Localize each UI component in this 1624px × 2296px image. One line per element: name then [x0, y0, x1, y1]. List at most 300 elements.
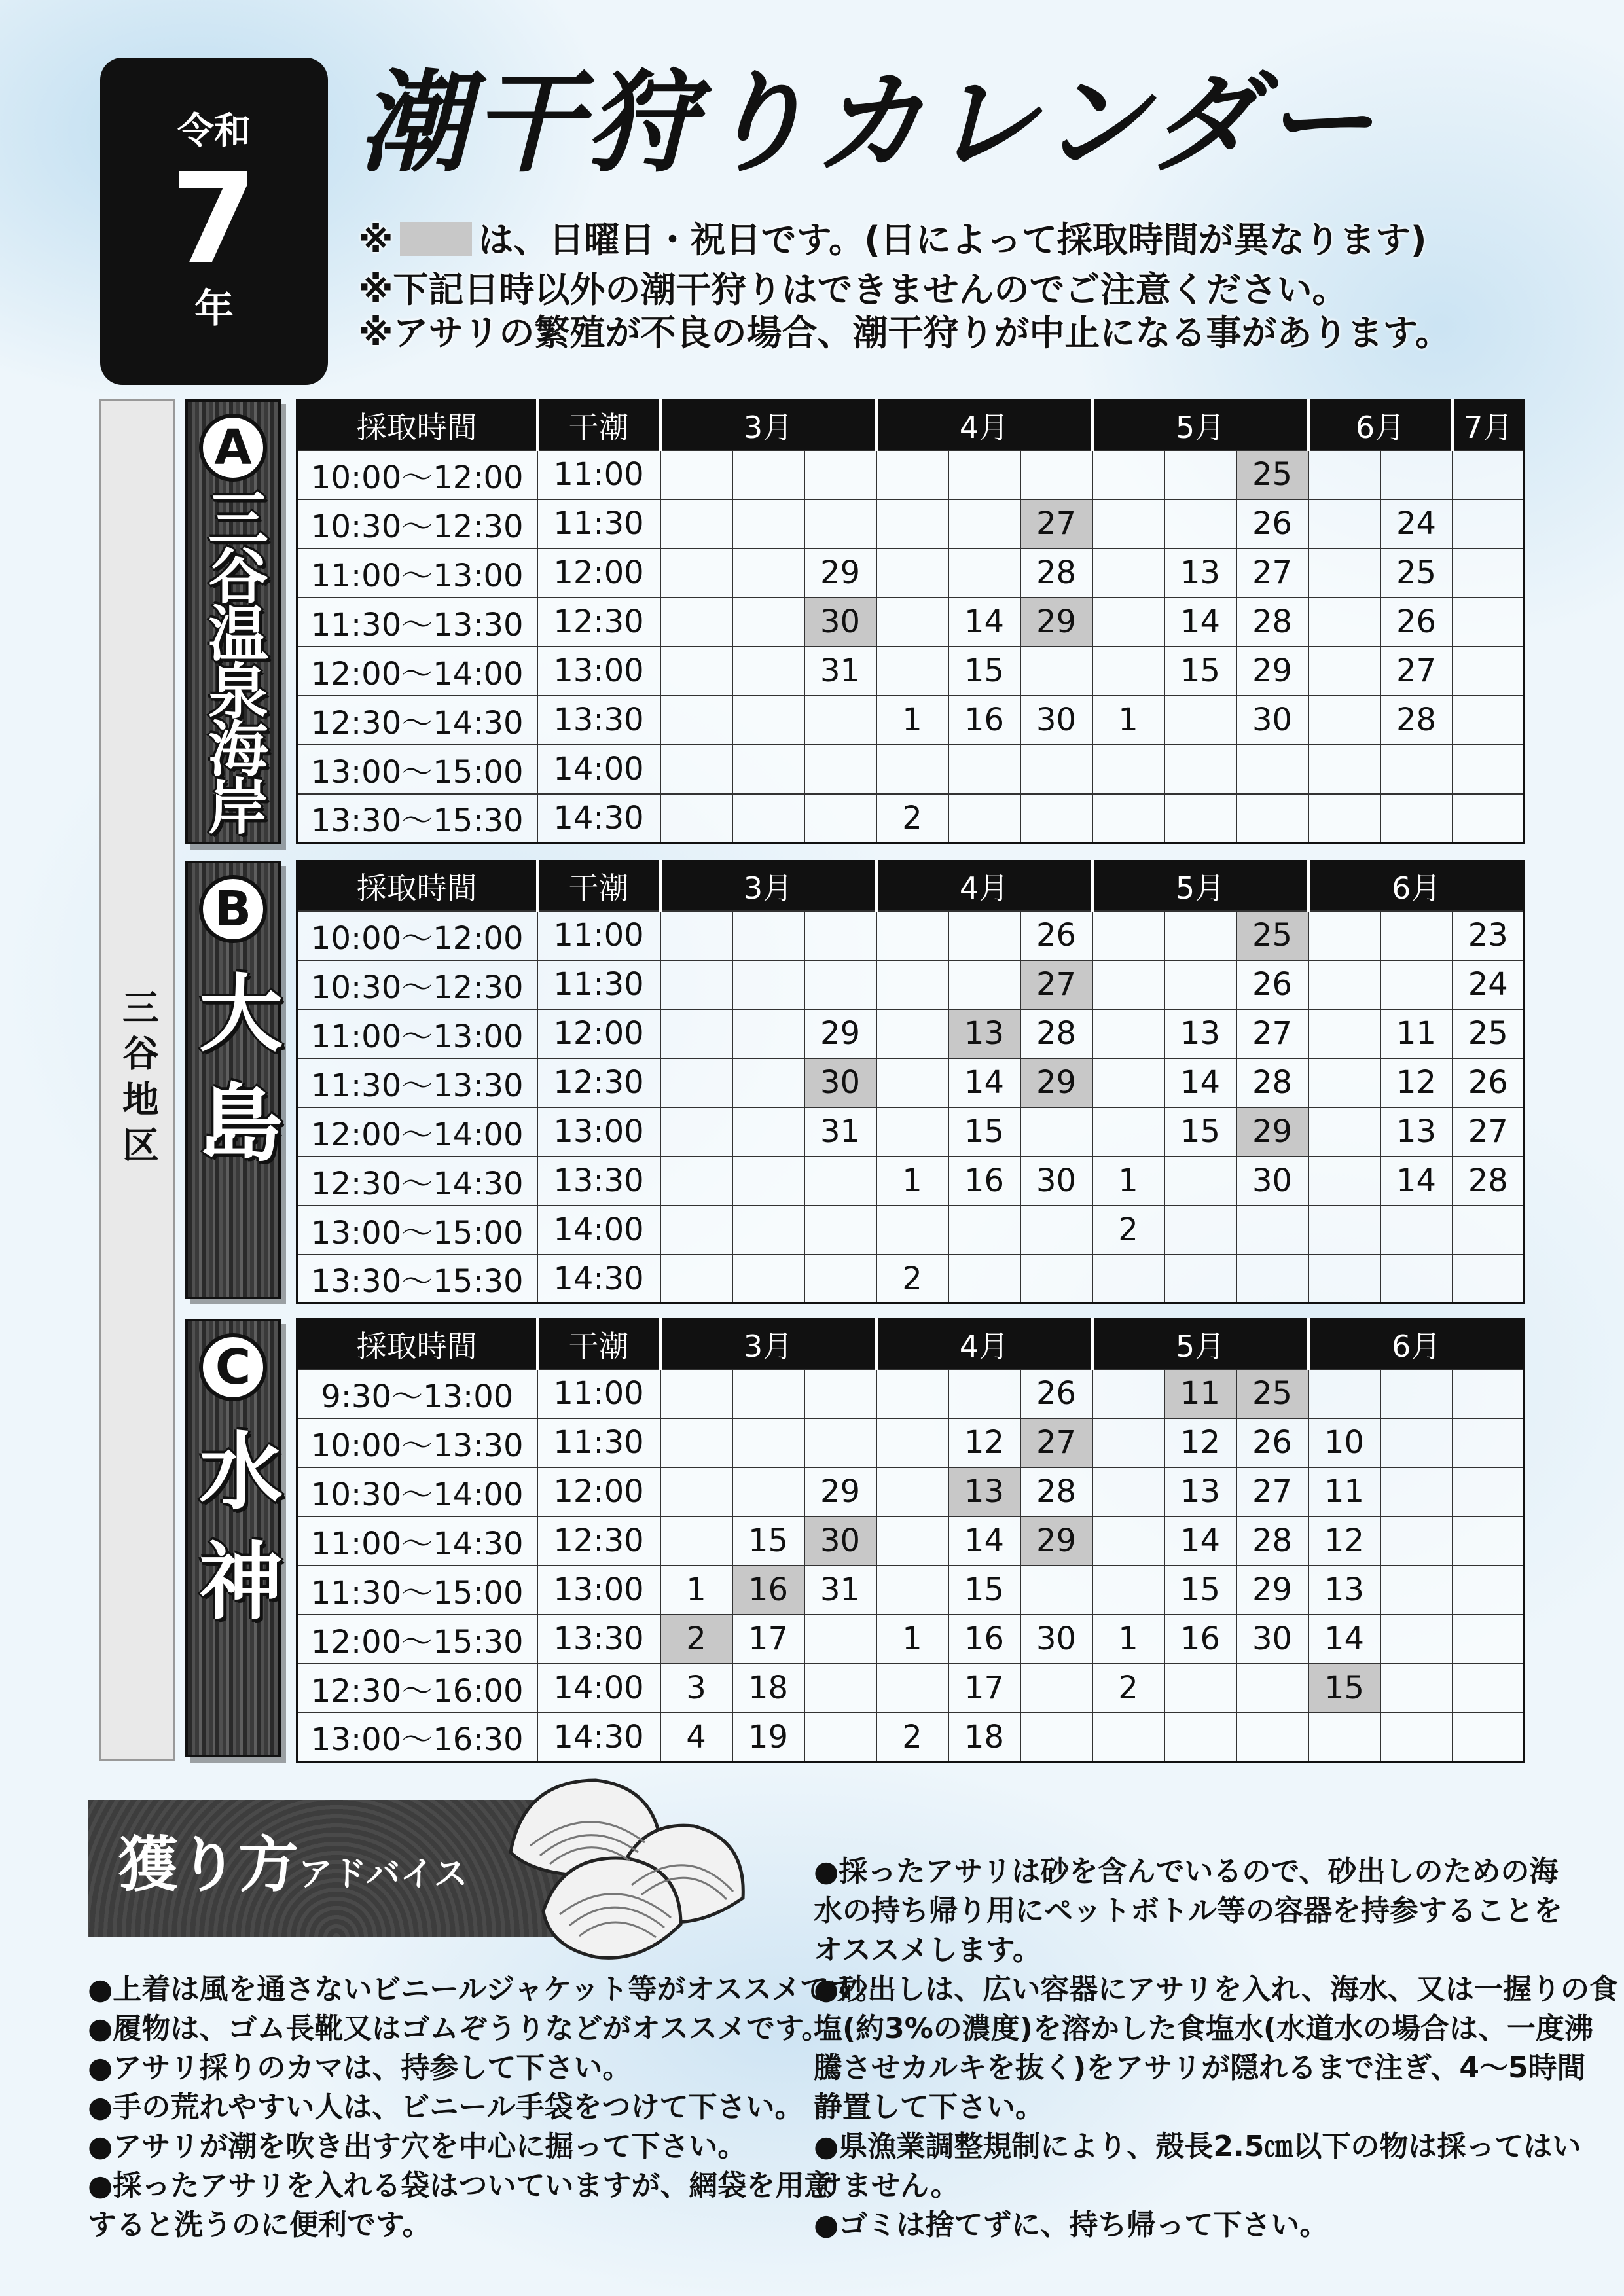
date-cell: [660, 1206, 732, 1255]
date-cell: 17: [732, 1615, 804, 1664]
date-cell: 28: [1453, 1157, 1525, 1206]
date-cell: [1453, 1418, 1525, 1467]
date-cell: 27: [1236, 1009, 1308, 1058]
date-cell: [804, 696, 876, 745]
date-cell: [1236, 1713, 1308, 1762]
date-cell: [1164, 1157, 1236, 1206]
date-cell: [660, 499, 732, 548]
date-cell: [1092, 1516, 1164, 1566]
date-cell: [660, 1058, 732, 1107]
table-row: [297, 1615, 1525, 1664]
date-cell: 13: [948, 1467, 1020, 1516]
date-cell: 2: [1092, 1206, 1164, 1255]
date-cell: [732, 1107, 804, 1157]
date-cell: [660, 696, 732, 745]
header-month: 5月: [1092, 401, 1308, 450]
date-cell: [876, 745, 948, 794]
date-cell: 1: [660, 1566, 732, 1615]
advice-line: ●県漁業調整規制により、殻長2.5㎝以下の物は採ってはい: [814, 2130, 1581, 2163]
date-cell: 25: [1380, 548, 1453, 598]
date-cell: [948, 450, 1020, 499]
date-cell: [1092, 450, 1164, 499]
date-cell: [1453, 794, 1525, 843]
low-tide-cell: 12:30: [537, 1516, 660, 1566]
date-cell: 15: [1308, 1664, 1380, 1713]
date-cell: 1: [876, 1615, 948, 1664]
date-cell: [660, 794, 732, 843]
date-cell: [876, 1516, 948, 1566]
date-cell: [804, 794, 876, 843]
collect-time-cell: 10:30〜12:30: [297, 960, 537, 1009]
table-row: [297, 696, 1525, 745]
date-cell: [1453, 450, 1525, 499]
table-row: [297, 1418, 1525, 1467]
date-cell: [1236, 1255, 1308, 1304]
date-cell: [1453, 1713, 1525, 1762]
date-cell: [1453, 1664, 1525, 1713]
date-cell: 13: [948, 1009, 1020, 1058]
date-cell: 2: [876, 794, 948, 843]
date-cell: 26: [1020, 911, 1092, 960]
date-cell: [1380, 1615, 1453, 1664]
date-cell: 14: [948, 598, 1020, 647]
date-cell: 18: [948, 1713, 1020, 1762]
date-cell: 29: [804, 1009, 876, 1058]
date-cell: [1380, 1255, 1453, 1304]
date-cell: [1453, 1206, 1525, 1255]
date-cell: [948, 499, 1020, 548]
date-cell: 15: [732, 1516, 804, 1566]
date-cell: 13: [1308, 1566, 1380, 1615]
tide-table-b: [296, 860, 1525, 1304]
date-cell: 13: [1164, 1467, 1236, 1516]
collect-time-cell: 9:30〜13:00: [297, 1369, 537, 1418]
date-cell: [732, 1369, 804, 1418]
date-cell: 27: [1453, 1107, 1525, 1157]
date-cell: [732, 911, 804, 960]
date-cell: 12: [1380, 1058, 1453, 1107]
low-tide-cell: 12:00: [537, 548, 660, 598]
date-cell: [1308, 1009, 1380, 1058]
date-cell: [876, 647, 948, 696]
date-cell: [1453, 1467, 1525, 1516]
date-cell: [1020, 450, 1092, 499]
date-cell: [1164, 1206, 1236, 1255]
date-cell: [660, 1157, 732, 1206]
header-month: 3月: [660, 1319, 876, 1369]
date-cell: [876, 1009, 948, 1058]
date-cell: [1380, 911, 1453, 960]
date-cell: 29: [804, 1467, 876, 1516]
date-cell: [660, 598, 732, 647]
date-cell: [1020, 794, 1092, 843]
date-cell: [1308, 1713, 1380, 1762]
date-cell: [1453, 499, 1525, 548]
date-cell: 11: [1164, 1369, 1236, 1418]
date-cell: 15: [1164, 1566, 1236, 1615]
date-cell: 18: [732, 1664, 804, 1713]
date-cell: 27: [1236, 1467, 1308, 1516]
date-cell: [1092, 1369, 1164, 1418]
date-cell: [1380, 1418, 1453, 1467]
date-cell: [804, 1713, 876, 1762]
advice-line: ●ゴミは捨てずに、持ち帰って下さい。: [814, 2208, 1329, 2242]
date-cell: 16: [1164, 1615, 1236, 1664]
header-month: 3月: [660, 861, 876, 911]
date-cell: 28: [1380, 696, 1453, 745]
date-cell: 14: [1164, 598, 1236, 647]
section-c-name: 水神: [185, 1427, 282, 1647]
date-cell: [660, 647, 732, 696]
date-cell: [1092, 1713, 1164, 1762]
holiday-swatch: [400, 222, 472, 256]
date-cell: 26: [1236, 1418, 1308, 1467]
header-month: 6月: [1308, 861, 1525, 911]
date-cell: [1453, 1255, 1525, 1304]
table-row: [297, 1566, 1525, 1615]
date-cell: [948, 1206, 1020, 1255]
date-cell: 26: [1020, 1369, 1092, 1418]
date-cell: [1308, 598, 1380, 647]
date-cell: [1308, 696, 1380, 745]
advice-line: けません。: [814, 2169, 960, 2202]
date-cell: 14: [948, 1516, 1020, 1566]
note-mark: ※: [359, 219, 393, 260]
date-cell: [876, 1467, 948, 1516]
date-cell: [1308, 548, 1380, 598]
advice-title-sub: アドバイス: [298, 1855, 468, 1894]
date-cell: [1092, 911, 1164, 960]
date-cell: 28: [1020, 1009, 1092, 1058]
date-cell: [1308, 450, 1380, 499]
date-cell: 29: [1236, 1107, 1308, 1157]
low-tide-cell: 11:00: [537, 450, 660, 499]
era-label: 令和: [177, 110, 251, 152]
date-cell: [660, 745, 732, 794]
date-cell: [876, 1107, 948, 1157]
collect-time-cell: 10:00〜12:00: [297, 450, 537, 499]
date-cell: 1: [1092, 696, 1164, 745]
date-cell: [1020, 1206, 1092, 1255]
date-cell: [876, 911, 948, 960]
date-cell: [1164, 911, 1236, 960]
date-cell: [1380, 450, 1453, 499]
table-row: [297, 1107, 1525, 1157]
date-cell: 13: [1380, 1107, 1453, 1157]
header-month: 7月: [1453, 401, 1525, 450]
date-cell: [1092, 1107, 1164, 1157]
date-cell: 27: [1020, 499, 1092, 548]
header-month: 5月: [1092, 1319, 1308, 1369]
advice-line: すると洗うのに便利です。: [88, 2208, 431, 2242]
table-row: [297, 647, 1525, 696]
date-cell: 30: [1236, 696, 1308, 745]
date-cell: [1308, 1255, 1380, 1304]
collect-time-cell: 13:00〜16:30: [297, 1713, 537, 1762]
date-cell: 28: [1236, 1516, 1308, 1566]
advice-line: ●アサリが潮を吹き出す穴を中心に掘って下さい。: [88, 2130, 747, 2163]
table-row: [297, 1157, 1525, 1206]
date-cell: 28: [1236, 598, 1308, 647]
date-cell: [804, 450, 876, 499]
date-cell: [1453, 1516, 1525, 1566]
date-cell: [1308, 745, 1380, 794]
advice-title-main: 獲り方: [118, 1830, 299, 1900]
section-b-name: 大島: [185, 969, 282, 1189]
date-cell: [1092, 1467, 1164, 1516]
date-cell: [948, 548, 1020, 598]
collect-time-cell: 12:00〜14:00: [297, 1107, 537, 1157]
date-cell: [1308, 960, 1380, 1009]
date-cell: [1308, 794, 1380, 843]
date-cell: [876, 499, 948, 548]
date-cell: [732, 1206, 804, 1255]
note-holiday-text: は、日曜日・祝日です。(日によって採取時間が異なります): [478, 219, 1427, 260]
date-cell: [1092, 548, 1164, 598]
collect-time-cell: 13:00〜15:00: [297, 745, 537, 794]
date-cell: [660, 1107, 732, 1157]
header-collect-time: 採取時間: [297, 401, 537, 450]
date-cell: 13: [1164, 1009, 1236, 1058]
section-a-label: [185, 399, 281, 844]
date-cell: 14: [948, 1058, 1020, 1107]
low-tide-cell: 12:30: [537, 1058, 660, 1107]
date-cell: [1453, 598, 1525, 647]
date-cell: [948, 1369, 1020, 1418]
date-cell: [1380, 1206, 1453, 1255]
date-cell: [660, 1418, 732, 1467]
table-row: [297, 499, 1525, 548]
date-cell: 23: [1453, 911, 1525, 960]
date-cell: [1092, 1566, 1164, 1615]
date-cell: [1092, 745, 1164, 794]
date-cell: [1092, 1009, 1164, 1058]
date-cell: [732, 1157, 804, 1206]
date-cell: [1164, 960, 1236, 1009]
section-b-badge: B: [199, 875, 267, 943]
date-cell: 26: [1236, 960, 1308, 1009]
date-cell: [804, 1157, 876, 1206]
date-cell: 11: [1308, 1467, 1380, 1516]
date-cell: [804, 1615, 876, 1664]
date-cell: 2: [876, 1713, 948, 1762]
date-cell: 29: [1020, 1058, 1092, 1107]
header-month: 4月: [876, 861, 1092, 911]
low-tide-cell: 13:00: [537, 647, 660, 696]
section-c-label: [185, 1319, 281, 1757]
table-header-row: [297, 401, 1525, 450]
date-cell: [804, 1664, 876, 1713]
date-cell: [876, 1058, 948, 1107]
date-cell: 3: [660, 1664, 732, 1713]
date-cell: [876, 960, 948, 1009]
date-cell: 24: [1380, 499, 1453, 548]
date-cell: 28: [1236, 1058, 1308, 1107]
date-cell: [732, 1467, 804, 1516]
date-cell: [732, 960, 804, 1009]
date-cell: [660, 1467, 732, 1516]
date-cell: 12: [1308, 1516, 1380, 1566]
date-cell: [1236, 1206, 1308, 1255]
date-cell: 27: [1380, 647, 1453, 696]
date-cell: [732, 548, 804, 598]
date-cell: [1020, 1713, 1092, 1762]
district-strip: [99, 399, 175, 1761]
date-cell: 30: [804, 598, 876, 647]
date-cell: [1380, 1664, 1453, 1713]
section-a-name: 三谷温泉海岸: [198, 487, 268, 833]
date-cell: [876, 1206, 948, 1255]
clam-shells-icon: [484, 1754, 759, 1977]
low-tide-cell: 14:00: [537, 1206, 660, 1255]
advice-line: 塩(約3%の濃度)を溶かした食塩水(水道水の場合は、一度沸: [814, 2012, 1594, 2045]
date-cell: 30: [804, 1516, 876, 1566]
collect-time-cell: 11:00〜14:30: [297, 1516, 537, 1566]
date-cell: [1020, 1107, 1092, 1157]
low-tide-cell: 14:30: [537, 1255, 660, 1304]
date-cell: 30: [1236, 1615, 1308, 1664]
collect-time-cell: 11:30〜13:30: [297, 598, 537, 647]
note-restriction: ※下記日時以外の潮干狩りはできませんのでご注意ください。: [359, 269, 1348, 310]
date-cell: [1236, 1664, 1308, 1713]
date-cell: [876, 1418, 948, 1467]
low-tide-cell: 13:00: [537, 1107, 660, 1157]
advice-line: ●上着は風を通さないビニールジャケット等がオススメです。: [88, 1973, 885, 2006]
low-tide-cell: 13:00: [537, 1566, 660, 1615]
date-cell: 26: [1453, 1058, 1525, 1107]
date-cell: [876, 1566, 948, 1615]
date-cell: [948, 911, 1020, 960]
header-month: 3月: [660, 401, 876, 450]
low-tide-cell: 14:00: [537, 745, 660, 794]
date-cell: [660, 960, 732, 1009]
header-collect-time: 採取時間: [297, 1319, 537, 1369]
advice-line: ●履物は、ゴム長靴又はゴムぞうりなどがオススメです。: [88, 2012, 831, 2045]
date-cell: [660, 1369, 732, 1418]
date-cell: [732, 450, 804, 499]
date-cell: [1236, 745, 1308, 794]
date-cell: 30: [1020, 1615, 1092, 1664]
date-cell: 30: [804, 1058, 876, 1107]
date-cell: [1308, 499, 1380, 548]
date-cell: [1380, 1467, 1453, 1516]
date-cell: [1308, 1157, 1380, 1206]
date-cell: [1092, 598, 1164, 647]
tide-table-a: [296, 399, 1525, 844]
date-cell: 14: [1380, 1157, 1453, 1206]
year-number: 7: [170, 147, 258, 291]
header-low-tide: 干潮: [537, 861, 660, 911]
table-row: [297, 745, 1525, 794]
year-badge: [100, 58, 328, 385]
date-cell: [1092, 794, 1164, 843]
header-month: 6月: [1308, 401, 1453, 450]
date-cell: [1236, 794, 1308, 843]
date-cell: 26: [1380, 598, 1453, 647]
page-title: 潮干狩りカレンダー: [359, 59, 1377, 187]
table-row: [297, 1058, 1525, 1107]
date-cell: 15: [948, 1566, 1020, 1615]
collect-time-cell: 12:30〜16:00: [297, 1664, 537, 1713]
collect-time-cell: 11:00〜13:00: [297, 1009, 537, 1058]
advice-line: 騰させカルキを抜く)をアサリが隠れるまで注ぎ、4〜5時間: [814, 2051, 1586, 2085]
date-cell: 27: [1020, 960, 1092, 1009]
date-cell: [804, 1206, 876, 1255]
date-cell: [1020, 647, 1092, 696]
date-cell: 2: [660, 1615, 732, 1664]
collect-time-cell: 12:30〜14:30: [297, 696, 537, 745]
date-cell: [1092, 647, 1164, 696]
date-cell: [876, 1664, 948, 1713]
date-cell: [948, 960, 1020, 1009]
date-cell: 15: [1164, 1107, 1236, 1157]
district-label: 三谷地区: [117, 988, 159, 1172]
collect-time-cell: 11:30〜13:30: [297, 1058, 537, 1107]
table-row: [297, 1009, 1525, 1058]
low-tide-cell: 13:30: [537, 1157, 660, 1206]
date-cell: [732, 647, 804, 696]
date-cell: [660, 450, 732, 499]
date-cell: 27: [1020, 1418, 1092, 1467]
date-cell: 31: [804, 647, 876, 696]
date-cell: 29: [804, 548, 876, 598]
collect-time-cell: 13:00〜15:00: [297, 1206, 537, 1255]
date-cell: [1308, 1369, 1380, 1418]
date-cell: 2: [876, 1255, 948, 1304]
date-cell: [732, 499, 804, 548]
date-cell: [1020, 745, 1092, 794]
table-row: [297, 1255, 1525, 1304]
date-cell: [1453, 647, 1525, 696]
advice-line: ●アサリ採りのカマは、持参して下さい。: [88, 2051, 632, 2085]
date-cell: 15: [948, 1107, 1020, 1157]
date-cell: 25: [1236, 911, 1308, 960]
date-cell: 28: [1020, 548, 1092, 598]
date-cell: [1092, 1058, 1164, 1107]
advice-line: 水の持ち帰り用にペットボトル等の容器を持参することを: [814, 1894, 1562, 1928]
low-tide-cell: 12:00: [537, 1009, 660, 1058]
collect-time-cell: 10:00〜12:00: [297, 911, 537, 960]
date-cell: 17: [948, 1664, 1020, 1713]
date-cell: [804, 1369, 876, 1418]
date-cell: 11: [1380, 1009, 1453, 1058]
date-cell: [1164, 696, 1236, 745]
date-cell: [1380, 1566, 1453, 1615]
table-row: [297, 1206, 1525, 1255]
date-cell: [660, 1255, 732, 1304]
collect-time-cell: 10:00〜13:30: [297, 1418, 537, 1467]
date-cell: [1308, 911, 1380, 960]
advice-line: 静置して下さい。: [814, 2090, 1044, 2124]
section-a-badge: A: [199, 414, 267, 482]
collect-time-cell: 13:30〜15:30: [297, 1255, 537, 1304]
collect-time-cell: 10:30〜12:30: [297, 499, 537, 548]
low-tide-cell: 14:30: [537, 794, 660, 843]
date-cell: [1020, 1566, 1092, 1615]
date-cell: [1380, 745, 1453, 794]
date-cell: 27: [1236, 548, 1308, 598]
low-tide-cell: 12:00: [537, 1467, 660, 1516]
table-row: [297, 1664, 1525, 1713]
date-cell: [1308, 1206, 1380, 1255]
date-cell: [804, 1418, 876, 1467]
header-low-tide: 干潮: [537, 401, 660, 450]
date-cell: [1164, 1664, 1236, 1713]
date-cell: 24: [1453, 960, 1525, 1009]
low-tide-cell: 11:30: [537, 1418, 660, 1467]
advice-line: ●砂出しは、広い容器にアサリを入れ、海水、又は一握りの食: [814, 1973, 1619, 2006]
date-cell: 14: [1308, 1615, 1380, 1664]
